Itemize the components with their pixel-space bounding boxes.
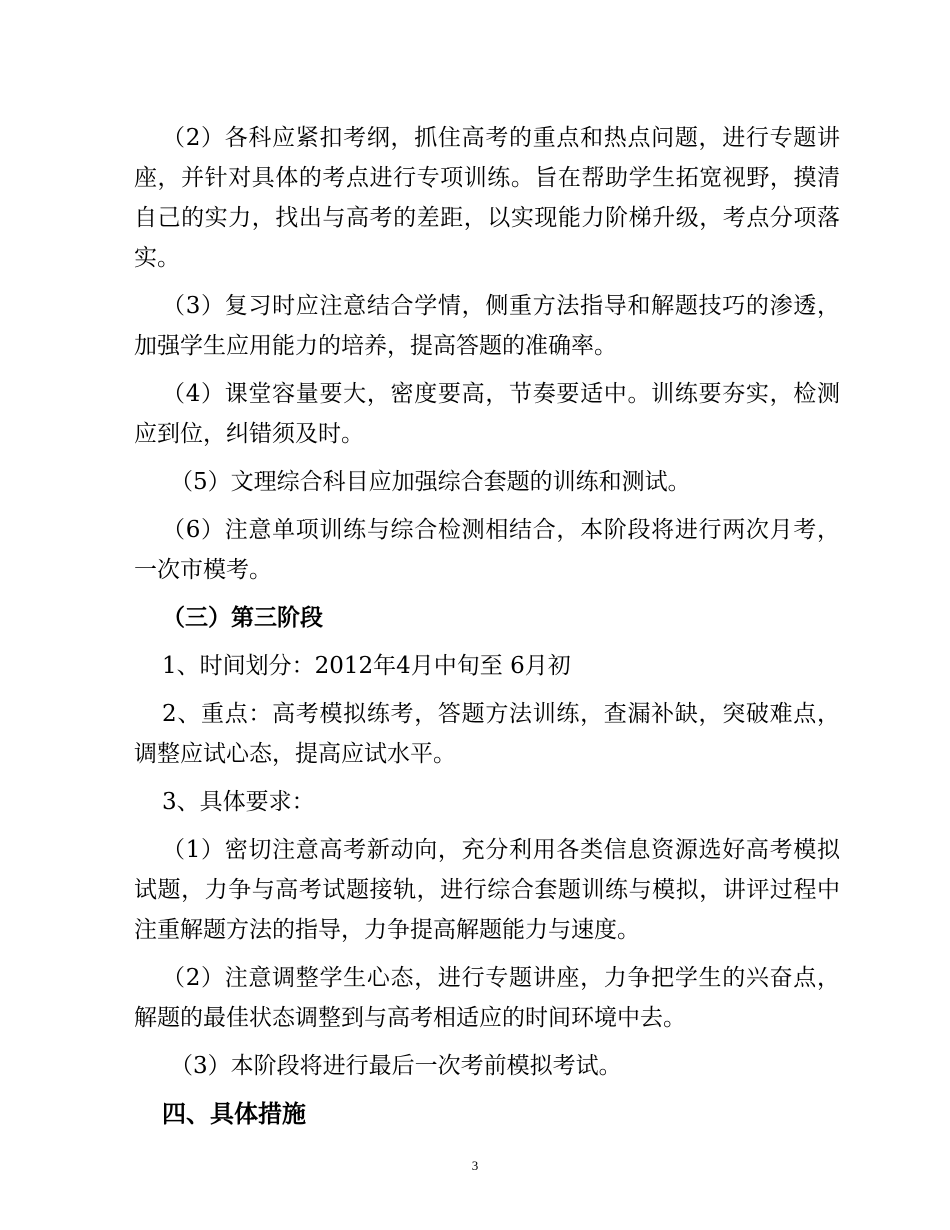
paragraph-requirements-label: 3、具体要求： bbox=[162, 789, 315, 815]
paragraph-requirement-1: （1）密切注意高考新动向，充分利用各类信息资源选好高考模拟试题，力争与高考试题接轨，进行综合套题训练与模拟，讲评过程中注重解题方法的指导，力争提高解题能力与速度。 bbox=[134, 837, 840, 943]
document-body bbox=[134, 118, 840, 1142]
paragraph-subject-focus: （2）各科应紧扣考纲，抓住高考的重点和热点问题，进行专题讲座，并针对具体的考点进行专项训练。旨在帮助学生拓宽视野，摸清自己的实力，找出与高考的差距，以实现能力阶梯升级，考点分项落实。 bbox=[134, 125, 840, 271]
page-number: 3 bbox=[471, 1158, 479, 1173]
section-heading-stage-three: （三）第三阶段 bbox=[162, 604, 323, 631]
section-heading-measures: 四、具体措施 bbox=[162, 1099, 306, 1128]
paragraph-review-method: （3）复习时应注意结合学情，侧重方法指导和解题技巧的渗透，加强学生应用能力的培养，提高答题的准确率。 bbox=[134, 293, 840, 359]
paragraph-comprehensive: （5）文理综合科目应加强综合套题的训练和测试。 bbox=[170, 469, 691, 495]
paragraph-key-points: 2、重点：高考模拟练考，答题方法训练，查漏补缺，突破难点，调整应试心态，提高应试水平。 bbox=[134, 701, 840, 767]
paragraph-exams: （6）注意单项训练与综合检测相结合，本阶段将进行两次月考，一次市模考。 bbox=[134, 517, 840, 583]
paragraph-time: 1、时间划分：2012年4月中旬至 6月初 bbox=[162, 653, 571, 679]
paragraph-requirement-2: （2）注意调整学生心态，进行专题讲座，力争把学生的兴奋点，解题的最佳状态调整到与高考相适应的时间环境中去。 bbox=[134, 965, 840, 1031]
paragraph-classroom: （4）课堂容量要大，密度要高，节奏要适中。训练要夯实，检测应到位，纠错须及时。 bbox=[134, 381, 840, 447]
paragraph-requirement-3: （3）本阶段将进行最后一次考前模拟考试。 bbox=[170, 1053, 622, 1079]
